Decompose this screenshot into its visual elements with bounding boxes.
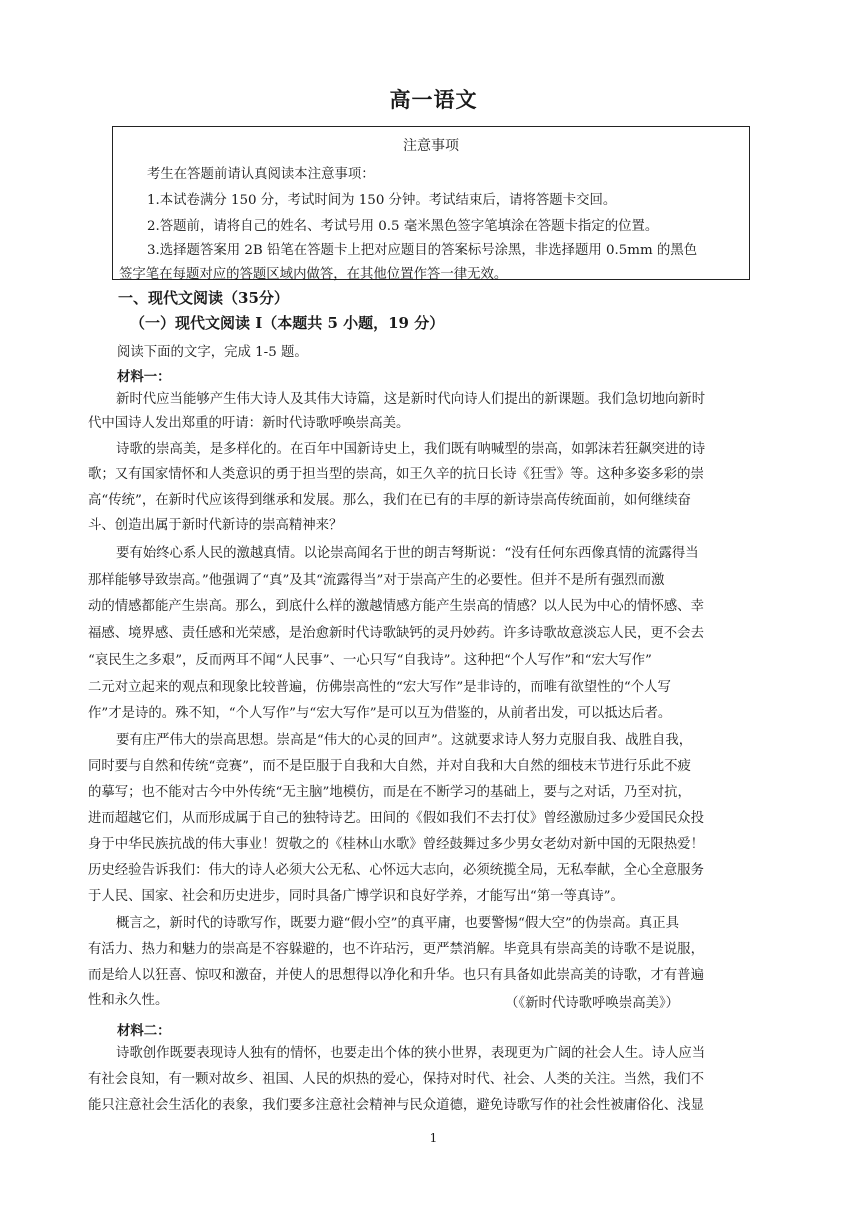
- text-line: “哀民生之多艰”，反而两耳不闻“人民事”、一心只写“自我诗”。这种把“个人写作”和“宏大写作”: [88, 653, 652, 668]
- text-line: 高“传统”，在新时代应该得到继承和发展。那么，我们在已有的丰厚的新诗崇高传统面前，如何继续奋: [88, 493, 691, 508]
- notice-heading: 注意事项: [403, 138, 459, 154]
- text-line: 诗歌创作既要表现诗人独有的情怀，也要走出个体的狭小世界，表现更为广阔的社会人生。诗人应当: [116, 1046, 706, 1061]
- text-line: 歌；又有国家情怀和人类意识的勇于担当型的崇高，如王久辛的抗日长诗《狂雪》等。这种多姿多彩的崇: [88, 467, 704, 482]
- text-line: 作”才是诗的。殊不知，“个人写作”与“宏大写作”是可以互为借鉴的，从前者出发，可以抵达后者。: [88, 706, 672, 721]
- material-label: 材料二：: [117, 1023, 171, 1039]
- text-line: 要有庄严伟大的崇高思想。崇高是“伟大的心灵的回声”。这就要求诗人努力克服自我、战胜自我，: [116, 733, 693, 748]
- subsection-heading: （一）现代文阅读 I（本题共 5 小题，19 分）: [130, 314, 445, 332]
- notice-line: 1.本试卷满分 150 分，考试时间为 150 分钟。考试结束后，请将答题卡交回。: [147, 193, 617, 208]
- text-line: 福感、境界感、责任感和光荣感，是治愈新时代诗歌缺钙的灵丹妙药。许多诗歌故意淡忘人民，更不会去: [88, 626, 704, 641]
- section-heading: 一、现代文阅读（35分）: [118, 289, 289, 307]
- page-title: 高一语文: [389, 87, 478, 112]
- text-line: 的摹写；也不能对古今中外传统“无主脑”地模仿，而是在不断学习的基础上，要与之对话，乃至对抗，: [88, 785, 691, 800]
- material-label: 材料一：: [117, 369, 171, 385]
- text-line: 进而超越它们，从而形成属于自己的独特诗艺。田间的《假如我们不去打仗》曾经激励过多少爱国民众投: [88, 811, 704, 826]
- text-line: 概言之，新时代的诗歌写作，既要力避“假小空”的真平庸，也要警惕“假大空”的伪崇高。真正具: [116, 916, 680, 931]
- text-line: 同时要与自然和传统“竞赛”，而不是臣服于自我和大自然，并对自我和大自然的细枝末节进行乐此不疲: [88, 759, 691, 774]
- text-line: 那样能够导致崇高。”他强调了“真”及其“流露得当”对于崇高产生的必要性。但并不是所有强烈而激: [88, 573, 665, 588]
- text-line: 而是给人以狂喜、惊叹和激奋，并使人的思想得以净化和升华。也只有具备如此崇高美的诗歌，才有普遍: [88, 968, 704, 983]
- text-line: 性和永久性。: [88, 993, 169, 1008]
- text-line: 斗、创造出属于新时代新诗的崇高精神来？: [88, 518, 343, 533]
- page-number: 1: [429, 1131, 438, 1145]
- notice-line: 3.选择题答案用 2B 铅笔在答题卡上把对应题目的答案标号涂黑，非选择题用 0.5mm 的黑色: [147, 243, 698, 258]
- text-line: 有活力、热力和魅力的崇高是不容躲避的，也不许玷污，更严禁消解。毕竟具有崇高美的诗歌不是说服，: [88, 942, 704, 957]
- text-line: 新时代应当能够产生伟大诗人及其伟大诗篇，这是新时代向诗人们提出的新课题。我们急切地向新时: [116, 392, 706, 407]
- text-line: 要有始终心系人民的激越真情。以论崇高闻名于世的朗吉弩斯说：“没有任何东西像真情的流露得当: [116, 546, 699, 561]
- notice-line: 签字笔在每题对应的答题区域内做答，在其他位置作答一律无效。: [119, 267, 508, 282]
- text-line: 二元对立起来的观点和现象比较普遍，仿佛崇高性的“宏大写作”是非诗的，而唯有欲望性的“个人写: [88, 680, 671, 695]
- instruction: 阅读下面的文字，完成 1-5 题。: [117, 345, 308, 360]
- text-line: 诗歌的崇高美，是多样化的。在百年中国新诗史上，我们既有呐喊型的崇高，如郭沫若狂飙突进的诗: [116, 442, 706, 457]
- text-line: 身于中华民族抗战的伟大事业！贺敬之的《桂林山水歌》曾经鼓舞过多少男女老幼对新中国的无限热爱！: [88, 837, 704, 852]
- text-line: 有社会良知，有一颗对故乡、祖国、人民的炽热的爱心，保持对时代、社会、人类的关注。当然，我们不: [88, 1072, 704, 1087]
- material1-source: （《新时代诗歌呼唤崇高美》）: [505, 996, 680, 1011]
- text-line: 动的情感都能产生崇高。那么，到底什么样的激越情感方能产生崇高的情感？以人民为中心的情怀感、幸: [88, 599, 704, 614]
- notice-line: 考生在答题前请认真阅读本注意事项：: [147, 167, 375, 182]
- text-line: 代中国诗人发出郑重的吁请：新时代诗歌呼唤崇高美。: [88, 416, 410, 431]
- text-line: 于人民、国家、社会和历史进步，同时具备广博学识和良好学养，才能写出“第一等真诗”。: [88, 889, 624, 904]
- text-line: 历史经验告诉我们：伟大的诗人必须大公无私、心怀远大志向，必须统揽全局，无私奉献，全心全意服务: [88, 863, 704, 878]
- notice-box: [112, 126, 750, 280]
- text-line: 能只注意社会生活化的表象，我们要多注意社会精神与民众道德，避免诗歌写作的社会性被庸俗化、浅显: [88, 1098, 704, 1113]
- notice-line: 2.答题前，请将自己的姓名、考试号用 0.5 毫米黑色签字笔填涂在答题卡指定的位置。: [147, 219, 659, 234]
